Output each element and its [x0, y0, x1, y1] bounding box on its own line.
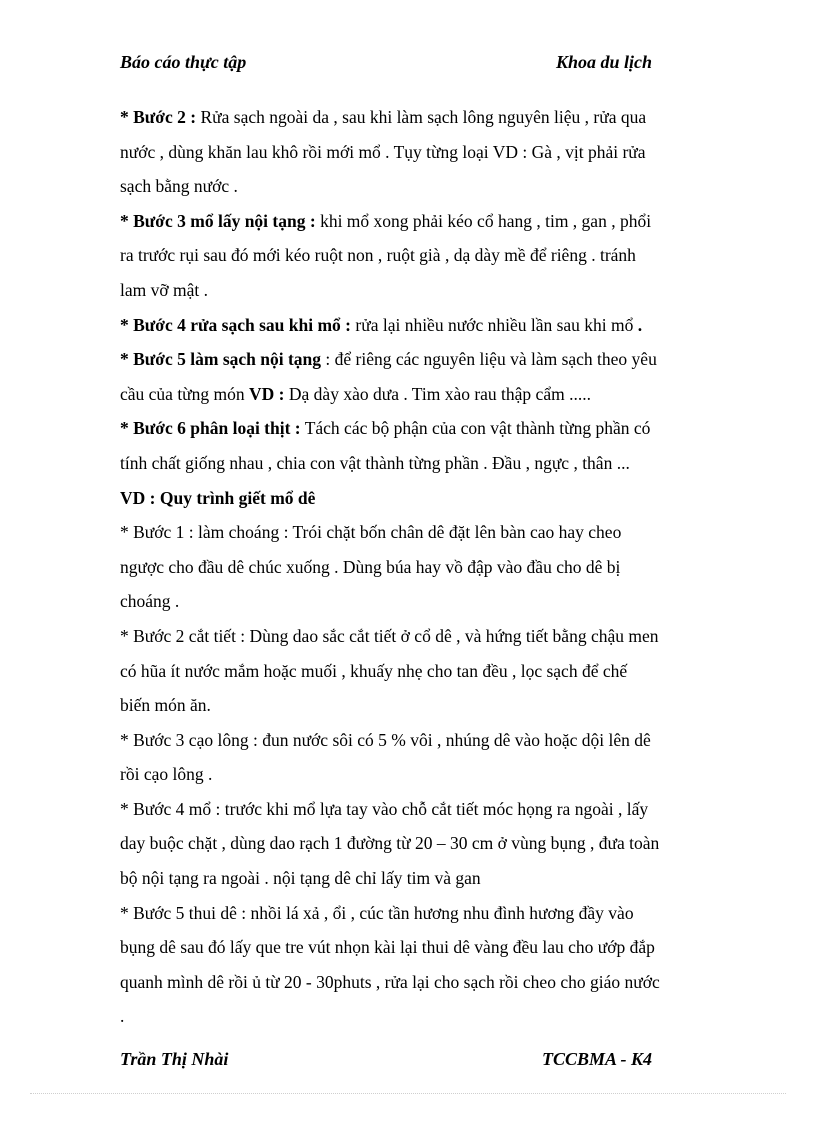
- body-line: [120, 826, 705, 861]
- line-text: sạch bằng nước .: [120, 176, 238, 197]
- bold-text: * Bước 3 mổ lấy nội tạng :: [120, 210, 316, 231]
- body-line: [120, 619, 705, 654]
- line-text: day buộc chặt , dùng dao rạch 1 đường từ 20 – 30 cm ở vùng bụng , đưa toàn: [120, 833, 660, 854]
- header-report-title: Báo cáo thực tập: [120, 52, 247, 72]
- line-text: ra trước rụi sau đó mới kéo ruột non , ruột già , dạ dày mề để riêng . tránh: [120, 245, 636, 266]
- line-text: lam vỡ mật .: [120, 279, 208, 300]
- line-text: rửa lại nhiều nước nhiều lần sau khi mổ: [351, 314, 634, 335]
- bold-text: .: [633, 314, 643, 335]
- line-text: cầu của từng món: [120, 383, 250, 404]
- document-body: [120, 100, 705, 1034]
- body-line: [120, 965, 705, 1000]
- line-text: Tách các bộ phận của con vật thành từng phần có: [300, 418, 651, 439]
- body-line: [120, 169, 705, 204]
- body-line: [120, 342, 705, 377]
- bold-text: * Bước 6 phân loại thịt :: [120, 418, 301, 439]
- body-line: [120, 654, 705, 689]
- body-line: [120, 896, 705, 931]
- body-line: [120, 100, 705, 135]
- bold-text: * Bước 2 :: [120, 107, 197, 127]
- body-line: [120, 584, 705, 619]
- line-text: bụng dê sau đó lấy que tre vút nhọn kài lại thui dê vàng đều lau cho ướp đắp: [120, 937, 655, 958]
- body-line: [120, 308, 705, 343]
- line-text: tính chất giống nhau , chia con vật thành từng phần . Đầu , ngực , thân ...: [120, 452, 630, 473]
- line-text: * Bước 2 cắt tiết : Dùng dao sắc cắt tiết ở cổ dê , và hứng tiết bằng chậu men: [120, 625, 659, 646]
- body-line: [120, 688, 705, 723]
- body-line: [120, 792, 705, 827]
- line-text: quanh mình dê rồi ủ từ 20 - 30phuts , rửa lại cho sạch rồi cheo cho giáo nước: [120, 971, 660, 992]
- body-line: [120, 515, 705, 550]
- line-text: có hũa ít nước mắm hoặc muối , khuấy nhẹ cho tan đều , lọc sạch để chế: [120, 660, 628, 681]
- body-line: [120, 723, 705, 758]
- body-line: [120, 411, 705, 446]
- line-text: * Bước 3 cạo lông : đun nước sôi có 5 % vôi , nhúng dê vào hoặc dội lên dê: [120, 729, 651, 750]
- line-text: nước , dùng khăn lau khô rồi mới mổ . Tụy từng loại VD : Gà , vịt phải rửa: [120, 141, 646, 162]
- line-text: .: [120, 1006, 125, 1027]
- line-text: ngược cho đầu dê chúc xuống . Dùng búa hay vồ đập vào đầu cho dê bị: [120, 556, 621, 577]
- header-department: Khoa du lịch: [555, 52, 652, 72]
- line-text: choáng .: [120, 591, 180, 612]
- line-text: rồi cạo lông .: [120, 764, 213, 785]
- line-text: bộ nội tạng ra ngoài . nội tạng dê chỉ lấy tim và gan: [120, 868, 481, 889]
- page-header: [120, 52, 652, 73]
- body-line: [120, 550, 705, 585]
- line-text: Rửa sạch ngoài da , sau khi làm sạch lông nguyên liệu , rửa qua: [196, 107, 647, 127]
- bold-text: VD : Quy trình giết mổ dê: [120, 487, 316, 508]
- line-text: : để riêng các nguyên liệu và làm sạch theo yêu: [321, 349, 657, 370]
- line-text: * Bước 5 thui dê : nhồi lá xả , ổi , cúc tần hương nhu đình hương đầy vào: [120, 902, 634, 923]
- body-line: [120, 757, 705, 792]
- bold-text: * Bước 5 làm sạch nội tạng: [120, 349, 322, 370]
- body-line: [120, 273, 705, 308]
- body-line: [120, 861, 705, 896]
- line-text: * Bước 4 mổ : trước khi mổ lựa tay vào chỗ cắt tiết móc họng ra ngoài , lấy: [120, 798, 649, 819]
- body-line: [120, 930, 705, 965]
- line-text: * Bước 1 : làm choáng : Trói chặt bốn chân dê đặt lên bàn cao hay cheo: [120, 522, 622, 543]
- line-text: biến món ăn.: [120, 695, 211, 716]
- body-line: [120, 377, 705, 412]
- footer-author: Trần Thị Nhài: [120, 1049, 229, 1069]
- bold-text: * Bước 4 rửa sạch sau khi mổ :: [120, 314, 351, 335]
- line-text: Dạ dày xào dưa . Tim xào rau thập cẩm .....: [284, 383, 591, 404]
- bold-text: VD :: [249, 383, 285, 404]
- line-text: khi mổ xong phải kéo cổ hang , tim , gan , phổi: [315, 210, 652, 231]
- body-line: [120, 238, 705, 273]
- body-line: [120, 204, 705, 239]
- body-line: [120, 446, 705, 481]
- body-line: [120, 999, 705, 1034]
- body-line: [120, 481, 705, 516]
- footer-class-code: TCCBMA - K4: [541, 1049, 652, 1069]
- page-bottom-divider: [30, 1093, 786, 1094]
- page-footer: [120, 1049, 652, 1070]
- body-line: [120, 135, 705, 170]
